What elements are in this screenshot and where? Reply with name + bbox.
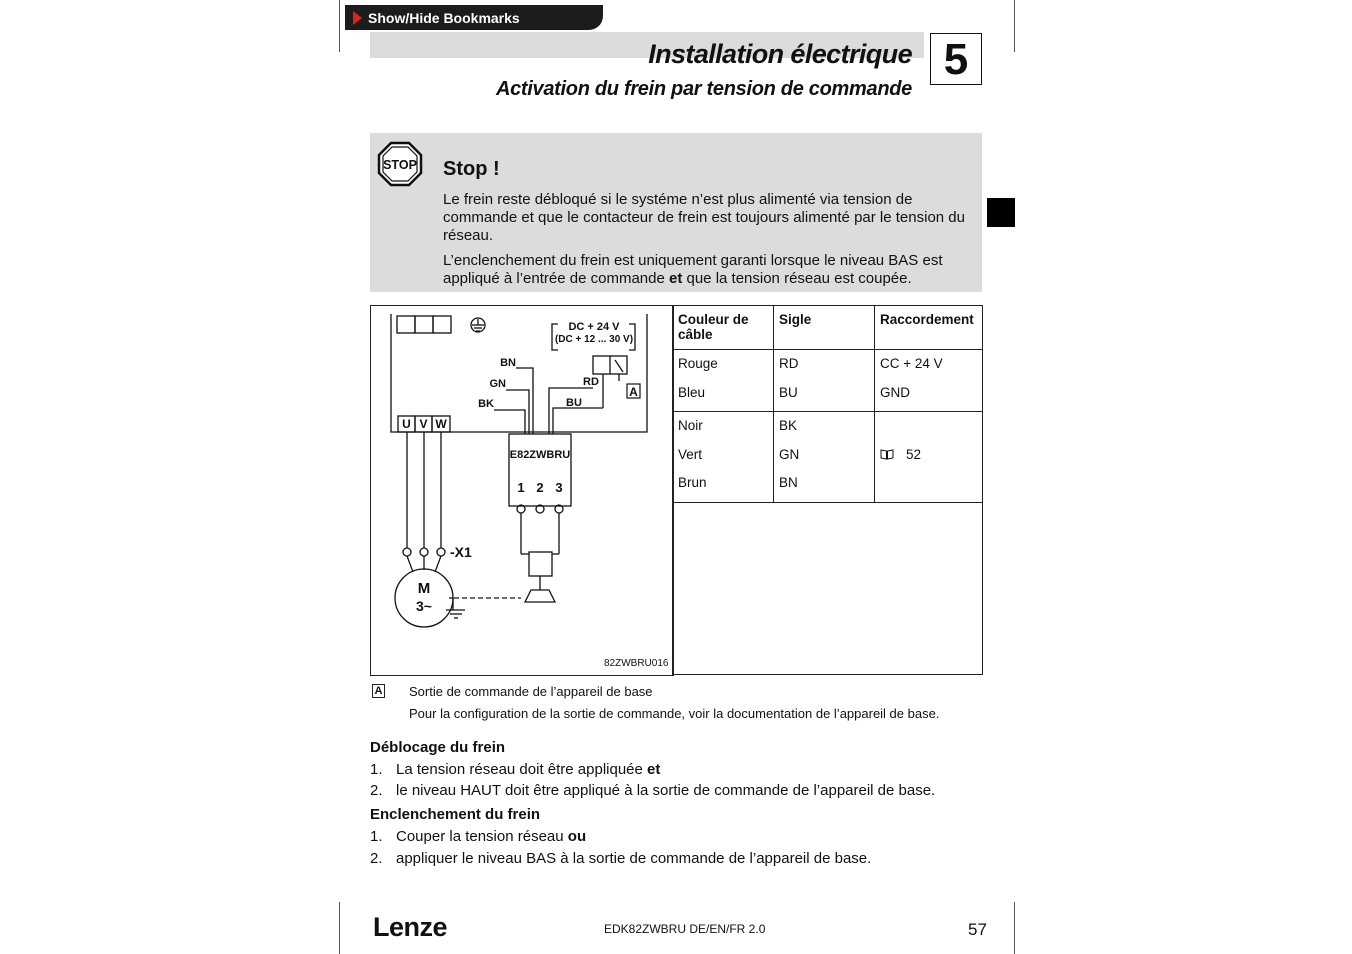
table-cell xyxy=(673,412,774,503)
column-header: Raccordement xyxy=(875,306,983,350)
cell-value: GND xyxy=(880,384,910,400)
chapter-number: 5 xyxy=(930,33,982,85)
module-label: E82ZWBRU xyxy=(509,449,571,461)
cell-value: Rouge xyxy=(678,356,718,371)
stop-paragraph-1: Le frein reste débloqué si le systéme n’est plus alimenté via tension de commande et que le contacteur de frein est toujours alimenté par le tension du réseau. xyxy=(443,191,965,244)
table-row xyxy=(673,350,983,412)
terminal-v: V xyxy=(419,417,428,431)
list-number: 1. xyxy=(370,761,383,778)
list-item: appliquer le niveau BAS à la sortie de commande de l’appareil de base. xyxy=(396,850,872,867)
table-cell xyxy=(774,412,875,503)
wire-label-bn: BN xyxy=(500,357,516,369)
table-row xyxy=(673,412,983,503)
page-frame-line xyxy=(1014,0,1015,52)
stop-paragraph-2-text: L’enclenchement du frein est uniquement garanti lorsque le niveau BAS est appliqué à l’entrée de commande xyxy=(443,252,943,287)
table-cell xyxy=(673,350,774,412)
cell-value: BK xyxy=(779,418,798,433)
cell-value: GN xyxy=(779,446,800,462)
list-item-text: La tension réseau doit être appliquée xyxy=(396,761,648,778)
page-subtitle: Activation du frein par tension de commande xyxy=(495,78,912,100)
cell-value: Noir xyxy=(678,418,703,433)
section-heading-engage: Enclenchement du frein xyxy=(370,806,541,823)
table-cell xyxy=(673,502,983,675)
list-number: 2. xyxy=(370,782,383,799)
wire-label-bu: BU xyxy=(566,397,582,409)
bookmarks-label: Show/Hide Bookmarks xyxy=(368,9,520,26)
legend-line-1: Sortie de commande de l’appareil de base xyxy=(409,684,653,699)
stop-sign-icon xyxy=(377,141,423,187)
cell-value: BN xyxy=(779,475,798,490)
page-reference-link[interactable] xyxy=(880,445,977,474)
page-frame-line xyxy=(339,0,340,52)
show-hide-bookmarks-button[interactable] xyxy=(345,5,603,30)
legend-marker-a: A xyxy=(372,684,385,698)
stop-paragraph-2-bold: et xyxy=(668,270,683,287)
stop-paragraph-2 xyxy=(443,252,978,288)
list-number: 1. xyxy=(370,828,383,845)
diagram-code: 82ZWBRU016 xyxy=(604,658,669,669)
table-cell xyxy=(774,350,875,412)
list-item xyxy=(396,828,586,845)
table-header-row xyxy=(673,306,983,350)
table-cell xyxy=(875,350,983,412)
legend-line-2: Pour la configuration de la sortie de commande, voir la documentation de l’appareil de base. xyxy=(409,706,940,721)
dc-voltage-label: DC + 24 V xyxy=(568,321,620,333)
cell-value: Vert xyxy=(678,446,703,462)
table-row-empty xyxy=(673,502,983,675)
terminal-w: W xyxy=(435,417,447,431)
list-item xyxy=(396,761,660,778)
marker-a: A xyxy=(629,385,638,399)
motor-phase-label: 3~ xyxy=(416,598,432,614)
list-item: le niveau HAUT doit être appliqué à la sortie de commande de l’appareil de base. xyxy=(396,782,936,799)
cell-value: BU xyxy=(779,384,798,400)
connector-x1-label: -X1 xyxy=(450,544,472,560)
stop-heading: Stop ! xyxy=(443,158,500,180)
column-header: Couleur de câble xyxy=(673,306,774,350)
terminal-u: U xyxy=(402,417,411,431)
page-number: 57 xyxy=(968,920,987,939)
cell-value: RD xyxy=(779,356,799,371)
cell-value: Brun xyxy=(678,475,707,490)
wiring-diagram-drawing xyxy=(371,306,671,674)
wire-label-rd: RD xyxy=(583,376,599,388)
wire-label-bk: BK xyxy=(478,398,494,410)
book-icon xyxy=(880,449,894,460)
lenze-logo: Lenze xyxy=(373,912,448,942)
module-terminal-1: 1 xyxy=(517,480,525,495)
module-terminal-3: 3 xyxy=(555,480,563,495)
page-frame-line xyxy=(1014,902,1015,954)
table-cell xyxy=(875,412,983,503)
cell-value: CC + 24 V xyxy=(880,356,943,371)
svg-text:STOP: STOP xyxy=(383,158,417,172)
section-heading-release: Déblocage du frein xyxy=(370,739,506,756)
stop-paragraph-2-text-end: que la tension réseau est coupée. xyxy=(682,270,912,287)
wire-label-gn: GN xyxy=(489,378,506,390)
module-terminal-2: 2 xyxy=(536,480,544,495)
list-item-text: Couper la tension réseau xyxy=(396,828,568,845)
reference-page: 52 xyxy=(906,446,922,462)
cell-value: Bleu xyxy=(678,384,706,400)
column-header: Sigle xyxy=(774,306,875,350)
document-code: EDK82ZWBRU DE/EN/FR 2.0 xyxy=(604,922,766,936)
page-title: Installation électrique xyxy=(648,39,912,69)
cable-table xyxy=(672,305,983,675)
chapter-thumb-tab xyxy=(987,198,1015,227)
list-number: 2. xyxy=(370,850,383,867)
page-frame-line xyxy=(339,902,340,954)
triangle-right-icon xyxy=(353,11,362,25)
list-item-bold: ou xyxy=(567,828,587,845)
motor-m-label: M xyxy=(417,580,431,597)
list-item-bold: et xyxy=(647,761,661,778)
dc-range-label: (DC + 12 ... 30 V) xyxy=(554,334,634,345)
